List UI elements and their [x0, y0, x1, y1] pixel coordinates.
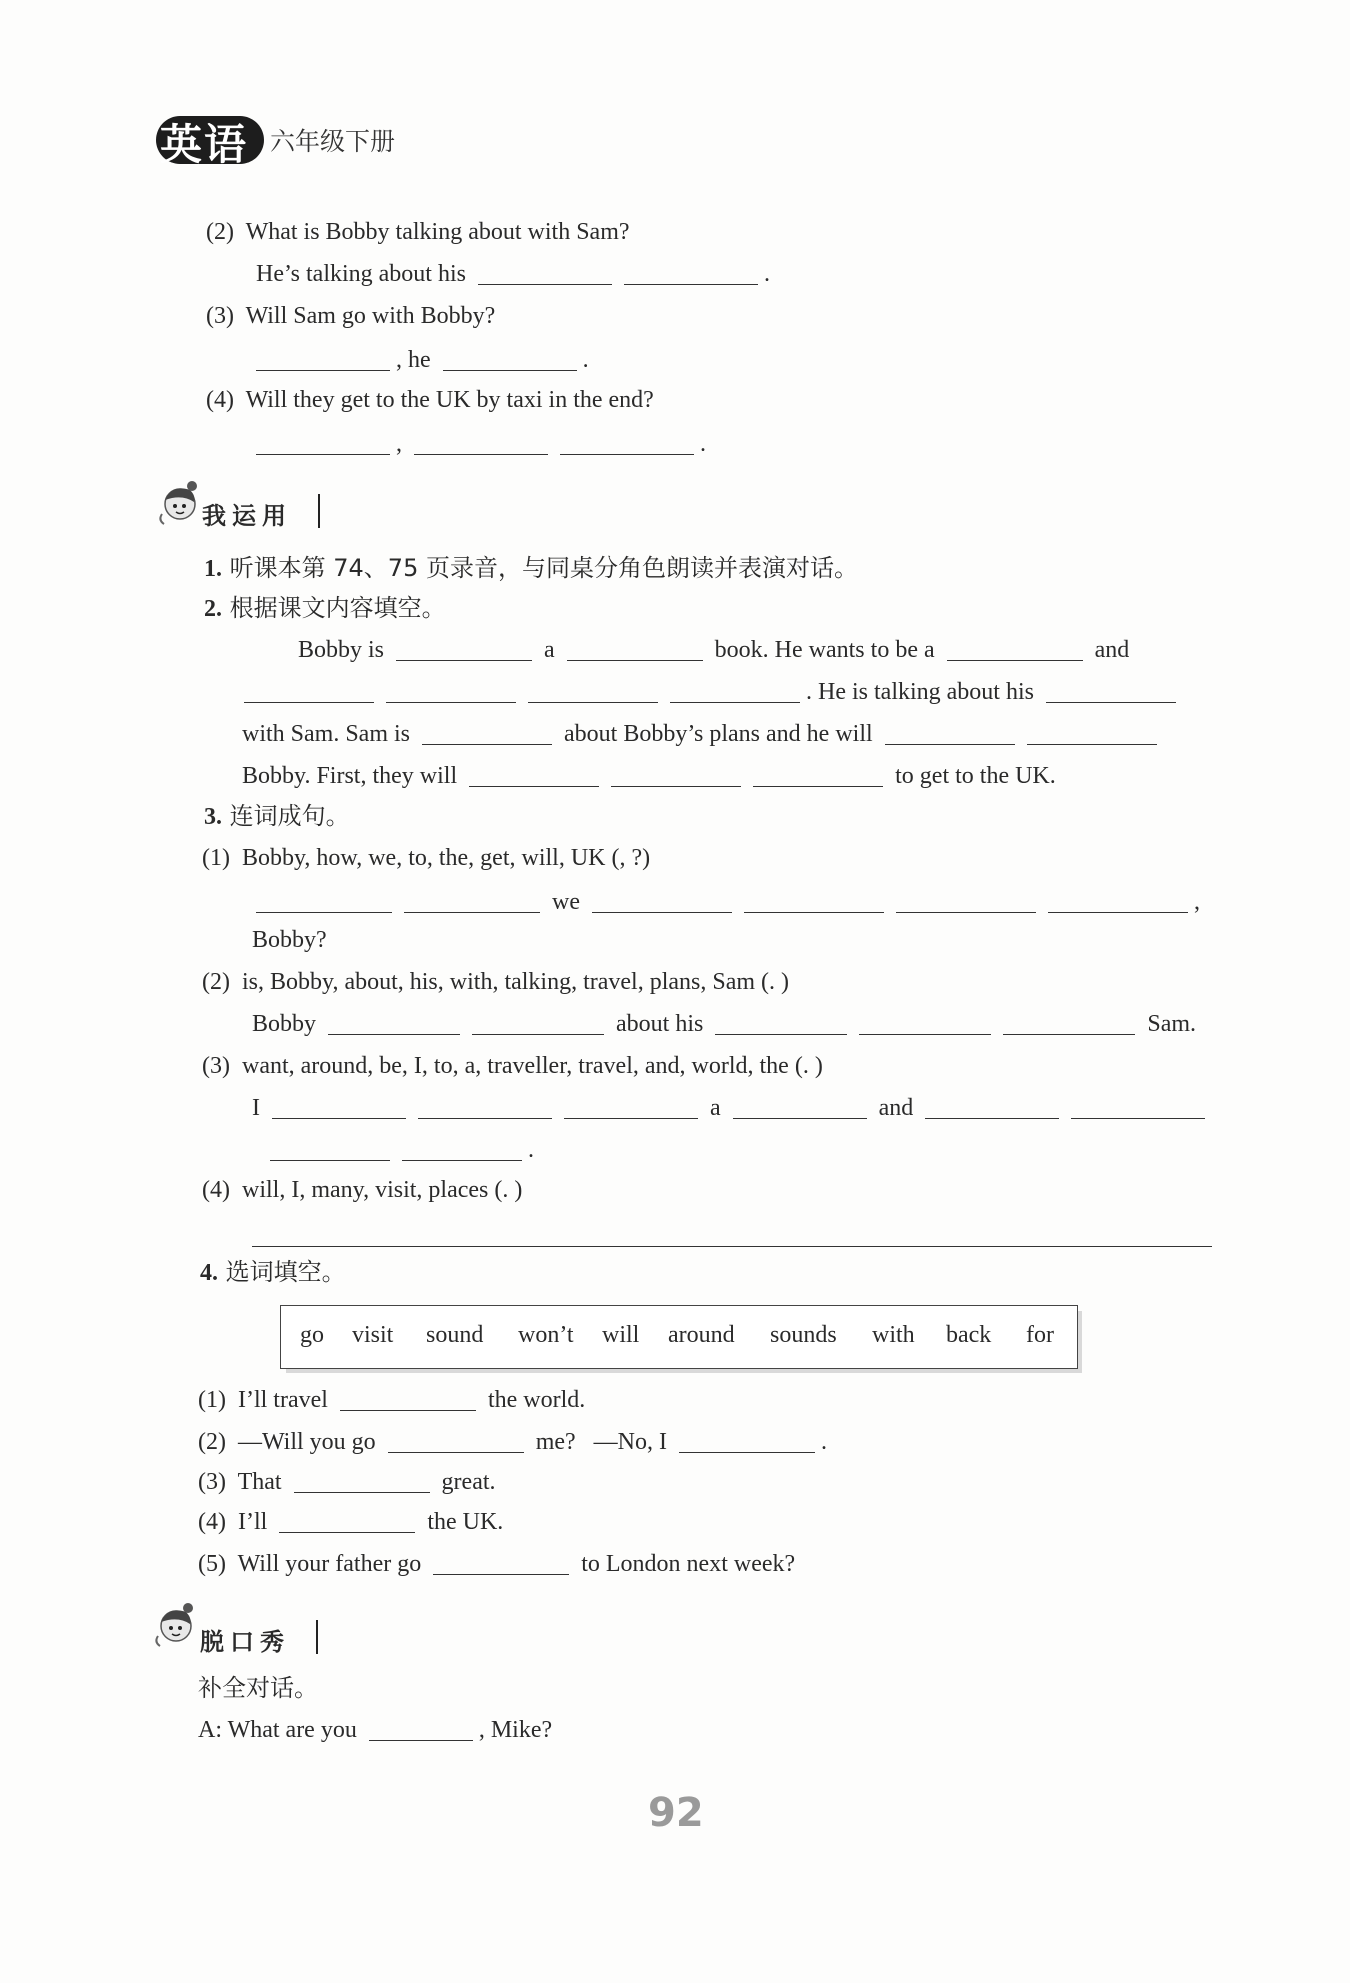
task-4-item-4: (4) I’ll the UK. — [198, 1509, 504, 1535]
word-bank-item: go — [300, 1322, 324, 1348]
fill-blank[interactable] — [294, 1468, 430, 1493]
word-bank-item: won’t — [518, 1322, 574, 1348]
fill-blank[interactable] — [402, 1136, 522, 1161]
task-3-heading: 3. 连词成句。 — [204, 802, 350, 830]
task-1: 1. 听课本第 74、75 页录音，与同桌分角色朗读并表演对话。 — [204, 554, 858, 582]
word-bank-item: sound — [426, 1322, 484, 1348]
fill-blank[interactable] — [469, 762, 599, 787]
answer-blank[interactable] — [414, 430, 548, 455]
answer-blank[interactable] — [256, 346, 390, 371]
fill-blank[interactable] — [567, 636, 703, 661]
task-3-item-1-end: Bobby? — [252, 927, 327, 953]
question-2 — [206, 216, 630, 248]
task-4-item-5: (5) Will your father go to London next week? — [198, 1551, 796, 1577]
talk-instruction: 补全对话。 — [198, 1674, 318, 1702]
word-bank-item: with — [872, 1322, 915, 1348]
word-bank-item: around — [668, 1322, 735, 1348]
question-text: What is Bobby talking about with Sam? — [245, 219, 630, 245]
question-text: Will Sam go with Bobby? — [245, 303, 496, 329]
girl-mascot-icon — [146, 1596, 202, 1652]
answer-blank[interactable] — [256, 430, 390, 455]
fill-blank[interactable] — [256, 888, 392, 913]
fill-blank[interactable] — [859, 1010, 991, 1035]
question-number: (3) — [206, 303, 234, 329]
answer-blank[interactable] — [624, 260, 758, 285]
fill-blank[interactable] — [472, 1010, 604, 1035]
fill-blank[interactable] — [422, 720, 552, 745]
task-4-item-1: (1) I’ll travel the world. — [198, 1387, 586, 1413]
task-3-item-4: (4) will, I, many, visit, places (. ) — [202, 1177, 523, 1203]
word-bank-item: back — [946, 1322, 992, 1348]
fill-blank[interactable] — [404, 888, 540, 913]
section-title-use: 我运用 — [202, 502, 292, 530]
task-3-item-1: (1) Bobby, how, we, to, the, get, will, UK (, ?) — [202, 845, 651, 871]
section-divider — [316, 1620, 318, 1654]
question-4 — [206, 384, 654, 416]
task-4-item-2: (2) —Will you go me? —No, I . — [198, 1429, 827, 1455]
fill-blank[interactable] — [279, 1508, 415, 1533]
task-3-item-2-answer: Bobby about his Sam. — [252, 1011, 1197, 1037]
fill-blank[interactable] — [369, 1716, 473, 1741]
fill-blank[interactable] — [1071, 1094, 1205, 1119]
task-3-item-3: (3) want, around, be, I, to, a, traveller, travel, and, world, the (. ) — [202, 1053, 823, 1079]
task-4-heading: 4. 选词填空。 — [200, 1258, 346, 1286]
answer-line[interactable] — [252, 1246, 1212, 1247]
subject-title: 英语 — [160, 120, 249, 169]
fill-blank[interactable] — [328, 1010, 460, 1035]
fill-blank[interactable] — [611, 762, 741, 787]
page-number: 92 — [648, 1790, 704, 1836]
word-bank-item: for — [1026, 1322, 1054, 1348]
answer-blank[interactable] — [560, 430, 694, 455]
answer-blank[interactable] — [443, 346, 577, 371]
task-4-item-3: (3) That great. — [198, 1469, 496, 1495]
fill-blank[interactable] — [564, 1094, 698, 1119]
task-3-item-3-line-2: . — [264, 1134, 534, 1166]
task-2-line-3: with Sam. Sam is about Bobby’s plans and he will — [242, 718, 1163, 750]
fill-blank[interactable] — [340, 1386, 476, 1411]
fill-blank[interactable] — [433, 1550, 569, 1575]
fill-blank[interactable] — [679, 1428, 815, 1453]
answer-4: , . — [250, 428, 706, 460]
fill-blank[interactable] — [670, 678, 800, 703]
fill-blank[interactable] — [270, 1136, 390, 1161]
fill-blank[interactable] — [386, 678, 516, 703]
fill-blank[interactable] — [896, 888, 1036, 913]
task-2-heading: 2. 根据课文内容填空。 — [204, 594, 446, 622]
fill-blank[interactable] — [753, 762, 883, 787]
grade-subtitle: 六年级下册 — [270, 127, 396, 156]
fill-blank[interactable] — [272, 1094, 406, 1119]
fill-blank[interactable] — [744, 888, 884, 913]
task-3-item-3-answer: I a and — [252, 1092, 1211, 1124]
fill-blank[interactable] — [925, 1094, 1059, 1119]
question-number: (4) — [206, 387, 234, 413]
question-text: Will they get to the UK by taxi in the end? — [245, 387, 654, 413]
task-2-line-2: . He is talking about his — [238, 676, 1182, 708]
fill-blank[interactable] — [1027, 720, 1157, 745]
question-3 — [206, 300, 495, 332]
answer-3: , he . — [250, 344, 589, 376]
fill-blank[interactable] — [715, 1010, 847, 1035]
fill-blank[interactable] — [733, 1094, 867, 1119]
fill-blank[interactable] — [528, 678, 658, 703]
fill-blank[interactable] — [1048, 888, 1188, 913]
fill-blank[interactable] — [1003, 1010, 1135, 1035]
fill-blank[interactable] — [885, 720, 1015, 745]
answer-2: He’s talking about his . — [256, 261, 770, 287]
answer-blank[interactable] — [478, 260, 612, 285]
answer-prefix: He’s talking about his — [256, 261, 466, 287]
word-bank-item: will — [602, 1322, 640, 1348]
section-title-talk-show: 脱口秀 — [200, 1628, 290, 1656]
fill-blank[interactable] — [1046, 678, 1176, 703]
fill-blank[interactable] — [396, 636, 532, 661]
fill-blank[interactable] — [592, 888, 732, 913]
dialogue-line-a: A: What are you , Mike? — [198, 1717, 553, 1743]
word-bank-item: sounds — [770, 1322, 837, 1348]
question-number: (2) — [206, 219, 234, 245]
fill-blank[interactable] — [244, 678, 374, 703]
task-3-item-2: (2) is, Bobby, about, his, with, talking, travel, plans, Sam (. ) — [202, 969, 790, 995]
task-2-line-1: Bobby is a book. He wants to be a and — [298, 637, 1130, 663]
fill-blank[interactable] — [418, 1094, 552, 1119]
fill-blank[interactable] — [947, 636, 1083, 661]
fill-blank[interactable] — [388, 1428, 524, 1453]
task-2-line-4: Bobby. First, they will to get to the UK. — [242, 763, 1056, 789]
word-bank-item: visit — [352, 1322, 394, 1348]
section-divider — [318, 494, 320, 528]
girl-mascot-icon — [150, 474, 206, 530]
task-3-item-1-answer: we , — [250, 886, 1200, 918]
